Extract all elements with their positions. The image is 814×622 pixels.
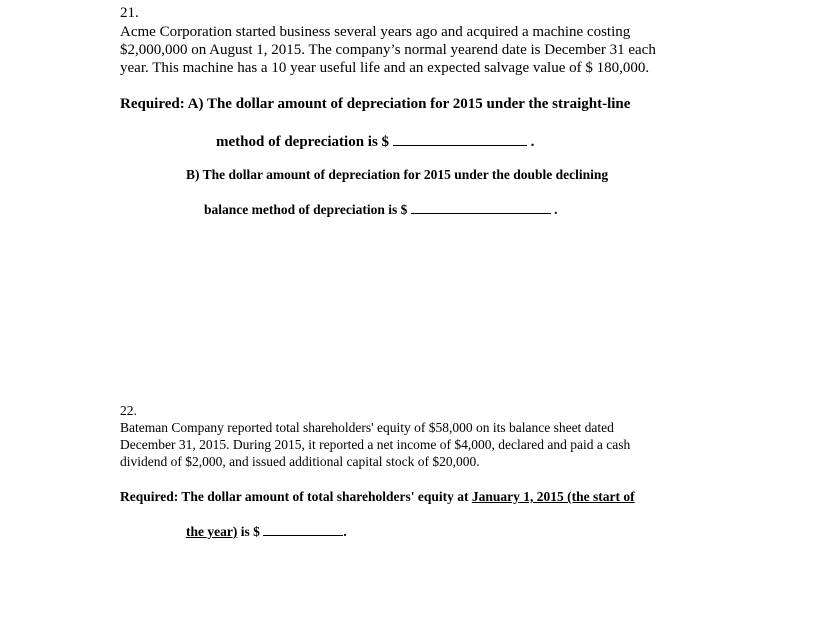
q22-body-line-2: December 31, 2015. During 2015, it reported a net income of $4,000, declared and paid a cash	[120, 437, 631, 452]
q22-required-prefix: Required: The dollar amount of total shareholders' equity at	[120, 489, 472, 504]
q21-required-b-label: balance method of depreciation is $	[204, 202, 408, 217]
q21-number: 21.	[120, 5, 139, 21]
q21-body-line-3: year. This machine has a 10 year useful life and an expected salvage value of $ 180,000.	[120, 60, 650, 76]
q22-required-year-underlined: the year)	[186, 524, 238, 539]
q21-answer-b-blank[interactable]	[411, 200, 551, 214]
q21-answer-a-blank[interactable]	[393, 132, 527, 146]
q21-required-b-line-2	[204, 200, 558, 219]
q22-answer-blank[interactable]	[263, 522, 343, 536]
q22-required-suffix: is $	[237, 524, 260, 539]
q22-body-line-3: dividend of $2,000, and issued additional capital stock of $20,000.	[120, 454, 480, 469]
q21-body-line-2: $2,000,000 on August 1, 2015. The company’s normal yearend date is December 31 each	[120, 42, 656, 58]
q22-required-line-1	[120, 488, 635, 506]
q21-required-b-period: .	[554, 202, 558, 217]
q21-body-line-1: Acme Corporation started business several years ago and acquired a machine costing	[120, 24, 631, 40]
q21-required-a-period: .	[530, 134, 535, 150]
q22-required-date-underlined: January 1, 2015 (the start of	[471, 489, 635, 504]
q22-required-line-2	[186, 522, 347, 541]
q21-required-a-line-1: Required: A) The dollar amount of depreciation for 2015 under the straight-line	[120, 96, 631, 112]
q22-body-line-1: Bateman Company reported total shareholders' equity of $58,000 on its balance sheet dated	[120, 420, 614, 435]
q21-required-a-line-2	[216, 132, 534, 152]
q21-required-a-label: method of depreciation is $	[216, 134, 390, 150]
q21-required-b-line-1: B) The dollar amount of depreciation for 2015 under the double declining	[186, 167, 609, 182]
q22-required-period: .	[343, 524, 347, 539]
q22-number: 22.	[120, 403, 137, 418]
